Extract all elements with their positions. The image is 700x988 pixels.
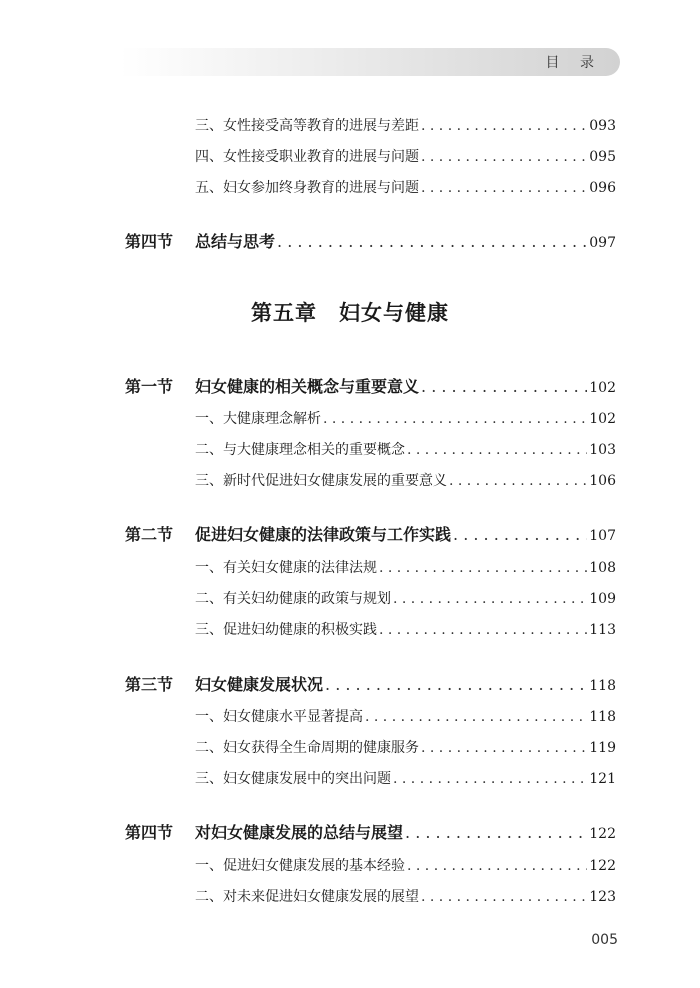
toc-entry[interactable] <box>195 706 616 726</box>
dot-leader <box>453 525 587 544</box>
dot-leader <box>393 771 587 787</box>
section-number: 第四节 <box>125 823 174 842</box>
toc-section-entry[interactable] <box>125 374 616 397</box>
section-number: 第一节 <box>125 377 174 396</box>
dot-leader <box>421 377 587 396</box>
dot-leader <box>407 442 587 458</box>
toc-entry-page: 123 <box>589 889 616 905</box>
toc-entry[interactable] <box>195 619 616 639</box>
toc-entry[interactable] <box>195 768 616 788</box>
section-page: 118 <box>589 678 616 694</box>
section-title: 促进妇女健康的法律政策与工作实践 <box>195 525 452 544</box>
section-title: 总结与思考 <box>195 232 276 251</box>
chapter-title: 妇女与健康 <box>339 300 449 325</box>
dot-leader <box>379 560 587 576</box>
toc-entry-title: 一、妇女健康水平显著提高 <box>195 709 363 725</box>
toc-entry-title: 一、有关妇女健康的法律法规 <box>195 560 377 576</box>
dot-leader <box>405 823 587 842</box>
dot-leader <box>323 411 587 427</box>
toc-section-entry[interactable] <box>125 672 616 695</box>
toc-entry-page: 118 <box>589 709 616 725</box>
toc-entry[interactable] <box>195 470 616 490</box>
toc-entry-page: 102 <box>589 411 616 427</box>
toc-entry-page: 095 <box>589 149 616 165</box>
dot-leader <box>365 709 587 725</box>
toc-entry-page: 113 <box>589 622 616 638</box>
toc-entry-page: 096 <box>589 180 616 196</box>
section-page: 097 <box>589 235 616 251</box>
dot-leader <box>421 149 587 165</box>
toc-entry[interactable] <box>195 115 616 135</box>
section-number: 第二节 <box>125 525 174 544</box>
toc-entry-title: 二、与大健康理念相关的重要概念 <box>195 442 405 458</box>
dot-leader <box>325 675 587 694</box>
toc-section-entry[interactable] <box>125 229 616 252</box>
dot-leader <box>379 622 587 638</box>
toc-entry-title: 三、促进妇幼健康的积极实践 <box>195 622 377 638</box>
section-title: 妇女健康的相关概念与重要意义 <box>195 377 420 396</box>
section-page: 102 <box>589 380 616 396</box>
toc-entry-page: 121 <box>589 771 616 787</box>
toc-entry[interactable] <box>195 588 616 608</box>
toc-entry-page: 106 <box>589 473 616 489</box>
toc-entry[interactable] <box>195 855 616 875</box>
toc-entry-title: 三、女性接受高等教育的进展与差距 <box>195 118 419 134</box>
toc-entry-page: 119 <box>589 740 616 756</box>
toc-section-entry[interactable] <box>125 522 616 545</box>
dot-leader <box>393 591 587 607</box>
page-number: 005 <box>591 932 618 948</box>
section-page: 122 <box>589 826 616 842</box>
toc-entry-title: 二、对未来促进妇女健康发展的展望 <box>195 889 419 905</box>
toc-entry-title: 一、大健康理念解析 <box>195 411 321 427</box>
toc-section-entry[interactable] <box>125 820 616 843</box>
toc-entry-page: 108 <box>589 560 616 576</box>
toc-entry[interactable] <box>195 886 616 906</box>
dot-leader <box>407 858 587 874</box>
toc-entry[interactable] <box>195 408 616 428</box>
toc-entry-title: 三、新时代促进妇女健康发展的重要意义 <box>195 473 447 489</box>
dot-leader <box>421 180 587 196</box>
toc-entry-page: 109 <box>589 591 616 607</box>
section-title: 妇女健康发展状况 <box>195 675 324 694</box>
toc-entry-title: 四、女性接受职业教育的进展与问题 <box>195 149 419 165</box>
toc-entry-page: 103 <box>589 442 616 458</box>
toc-entry-title: 一、促进妇女健康发展的基本经验 <box>195 858 405 874</box>
toc-entry-page: 122 <box>589 858 616 874</box>
toc-entry[interactable] <box>195 557 616 577</box>
toc-entry-title: 五、妇女参加终身教育的进展与问题 <box>195 180 419 196</box>
dot-leader <box>277 232 587 251</box>
toc-entry[interactable] <box>195 146 616 166</box>
toc-entry-page: 093 <box>589 118 616 134</box>
dot-leader <box>421 889 587 905</box>
running-header-bar <box>120 48 620 76</box>
dot-leader <box>421 740 587 756</box>
toc-entry[interactable] <box>195 439 616 459</box>
dot-leader <box>449 473 587 489</box>
toc-entry-title: 二、有关妇幼健康的政策与规划 <box>195 591 391 607</box>
section-page: 107 <box>589 528 616 544</box>
chapter-heading[interactable] <box>0 297 700 327</box>
toc-entry[interactable] <box>195 177 616 197</box>
toc-entry-title: 三、妇女健康发展中的突出问题 <box>195 771 391 787</box>
toc-entry-title: 二、妇女获得全生命周期的健康服务 <box>195 740 419 756</box>
chapter-number: 第五章 <box>251 300 317 325</box>
section-title: 对妇女健康发展的总结与展望 <box>195 823 404 842</box>
section-number: 第四节 <box>125 232 174 251</box>
section-number: 第三节 <box>125 675 174 694</box>
running-header-title: 目 录 <box>545 55 602 71</box>
toc-entry[interactable] <box>195 737 616 757</box>
dot-leader <box>421 118 587 134</box>
